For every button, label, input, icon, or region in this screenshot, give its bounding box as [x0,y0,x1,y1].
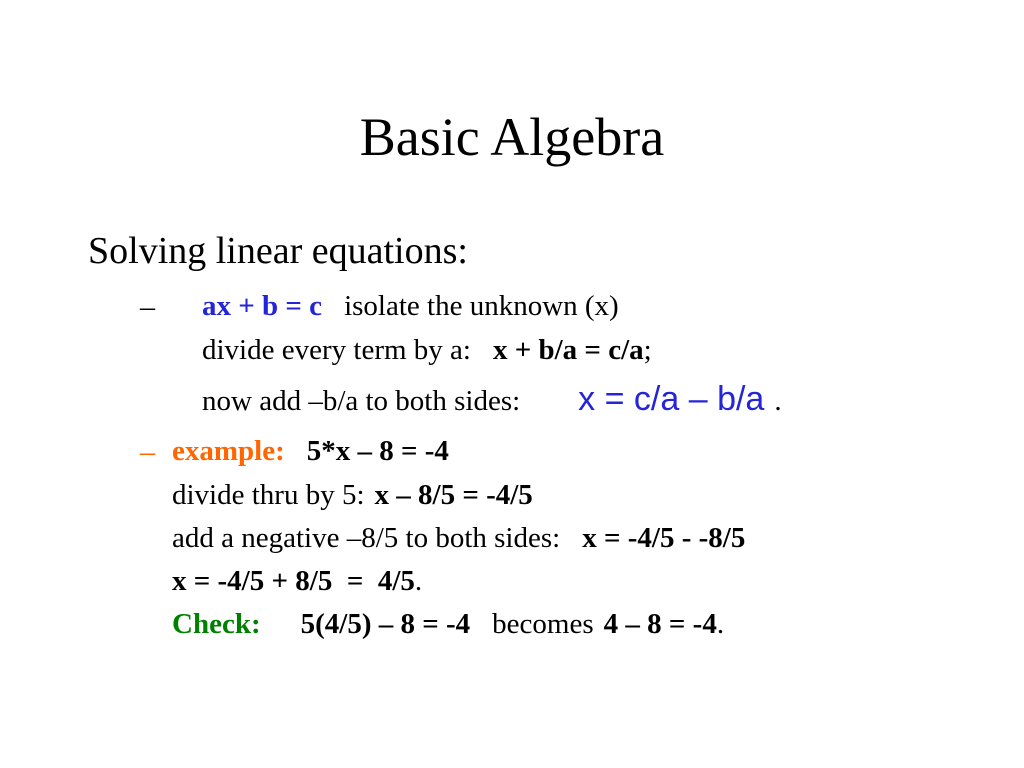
add-text: now add –b/a to both sides: [202,385,521,417]
example-simplify-result: x = -4/5 + 8/5 = 4/5 [172,565,415,597]
example-simplify-line [172,567,422,596]
slide-title: Basic Algebra [359,107,665,167]
add-line [202,382,782,416]
example-add-text: add a negative –8/5 to both sides: [172,522,561,554]
final-result: x = c/a – b/a [578,380,765,418]
example-divide-result: x – 8/5 = -4/5 [374,479,533,511]
example-equation: 5*x – 8 = -4 [306,435,449,467]
divide-punct: ; [643,334,652,366]
isolate-text: isolate the unknown (x) [344,290,619,322]
check-label: Check: [172,608,261,640]
example-simplify-punct: . [414,565,423,597]
example-divide-line [172,481,533,510]
example-label: example: [172,435,285,467]
example-line [172,437,449,466]
example-add-result: x = -4/5 - -8/5 [582,522,746,554]
section-heading: Solving linear equations: [88,230,468,272]
example-add-line [172,524,745,553]
check-expression: 5(4/5) – 8 = -4 [300,608,471,640]
divide-text: divide every term by a: [202,334,471,366]
general-equation-line [202,292,619,321]
example-divide-text: divide thru by 5: [172,479,365,511]
final-punct: . [774,385,782,417]
check-punct: . [716,608,725,640]
check-result: 4 – 8 = -4 [603,608,717,640]
example-check-line [172,610,724,639]
bullet-dash-general: – [140,290,155,323]
becomes-text: becomes [492,608,594,640]
divide-line [202,336,652,365]
general-equation: ax + b = c [202,290,323,322]
bullet-dash-example: – [140,435,155,468]
divide-result: x + b/a = c/a [492,334,644,366]
